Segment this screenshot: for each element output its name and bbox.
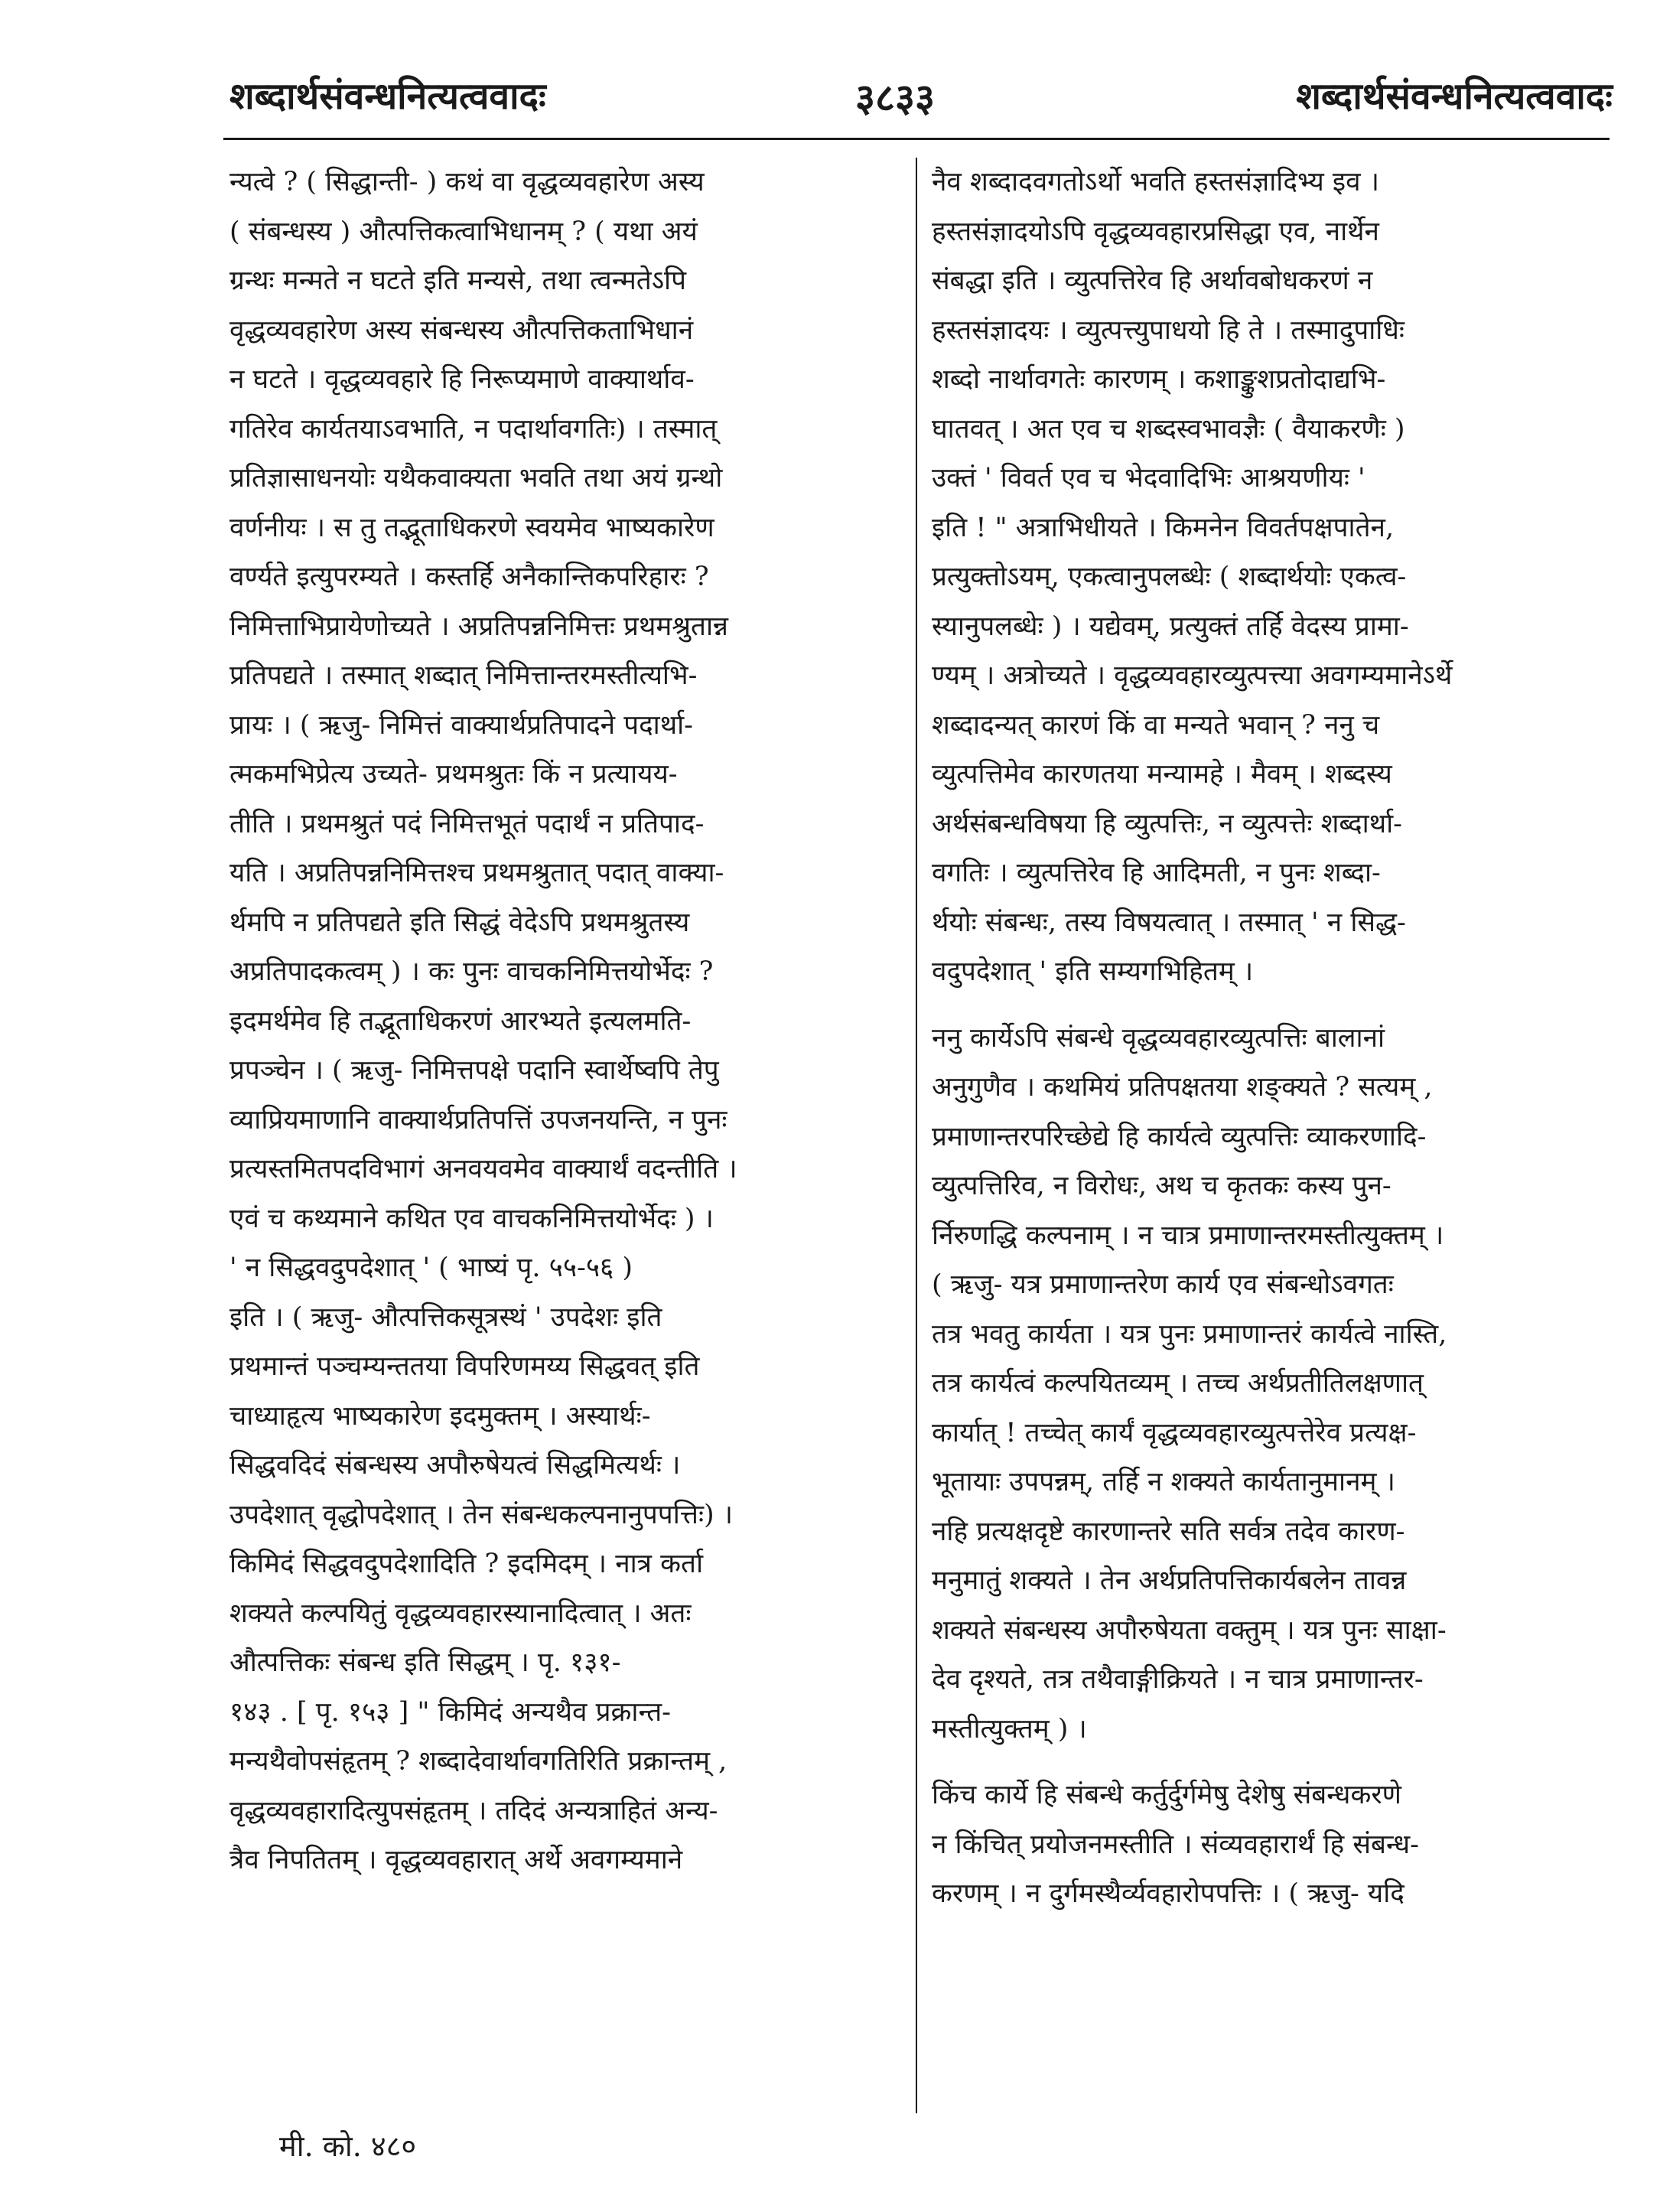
header-rule — [223, 138, 1610, 140]
text-line: र्निरुणद्धि कल्पनाम् । न चात्र प्रमाणान्तरमस्तीत्युक्तम् । — [932, 1220, 1444, 1251]
text-line: इति । ( ऋजु- औत्पत्तिकसूत्रस्थं ' उपदेशः इति — [229, 1301, 662, 1333]
text-line: एवं च कथ्यमाने कथित एव वाचकनिमित्तयोर्भेदः ) । — [229, 1203, 714, 1234]
text-line: नैव शब्दादवगतोऽर्थो भवति हस्तसंज्ञादिभ्य इव । — [932, 167, 1379, 197]
text-line: त्मकमभिप्रेत्य उच्यते- प्रथमश्रुतः किं न प्रत्यायय- — [229, 759, 678, 790]
text-line: ण्यम् । अत्रोच्यते । वृद्धव्यवहारव्युत्पत्त्या अवगम्यमानेऽर्थे — [932, 660, 1453, 691]
text-line: तीति । प्रथमश्रुतं पदं निमित्तभूतं पदार्थं न प्रतिपाद- — [229, 808, 705, 839]
left-column — [229, 158, 903, 1885]
text-line: इति ! " अत्राभिधीयते । किमनेन विवर्तपक्षपातेन, — [932, 512, 1395, 543]
text-line: उपदेशात् वृद्धोपदेशात् । तेन संबन्धकल्पनानुपपत्तिः) । — [229, 1499, 734, 1530]
text-line: किंच कार्ये हि संबन्धे कर्तुर्दुर्गमेषु देशेषु संबन्धकरणे — [932, 1780, 1401, 1810]
text-line: प्रायः । ( ऋजु- निमित्तं वाक्यार्थप्रतिपादने पदार्था- — [229, 709, 693, 741]
text-line: मस्तीत्युक्तम् ) । — [932, 1713, 1087, 1745]
text-line: व्याप्रियमाणानि वाक्यार्थप्रतिपत्तिं उपजनयन्ति, न पुनः — [229, 1104, 727, 1135]
text-line: उक्तं ' विवर्त एव च भेदवादिभिः आश्रयणीयः ' — [932, 463, 1365, 494]
text-line: प्रपञ्चेन । ( ऋजु- निमित्तपक्षे पदानि स्वार्थेष्वपि तेपु — [229, 1055, 719, 1086]
text-line: प्रतिज्ञासाधनयोः यथैकवाक्यता भवति तथा अयं ग्रन्थो — [229, 463, 723, 494]
text-line: प्रत्युक्तोऽयम्, एकत्वानुपलब्धेः ( शब्दार्थयोः एकत्व- — [932, 562, 1407, 592]
text-line: वगतिः । व्युत्पत्तिरेव हि आदिमती, न पुनः शब्दा- — [932, 858, 1381, 888]
text-line: शक्यते संबन्धस्य अपौरुषेयता वक्तुम् । यत्र पुनः साक्षा- — [932, 1614, 1447, 1646]
text-line: इदमर्थमेव हि तद्भूताधिकरणं आरभ्यते इत्यलमति- — [229, 1005, 692, 1037]
right-paragraph-2 — [932, 1014, 1605, 1754]
text-line: शक्यते कल्पयितुं वृद्धव्यवहारस्यानादित्वात् । अतः — [229, 1598, 692, 1629]
text-line: गतिरेव कार्यतयाऽवभाति, न पदार्थावगतिः) । तस्मात् — [229, 413, 718, 445]
text-line: प्रत्यस्तमितपदविभागं अनवयवमेव वाक्यार्थं वदन्तीति । — [229, 1154, 737, 1184]
text-line: र्थयोः संबन्धः, तस्य विषयत्वात् । तस्मात् ' न सिद्ध- — [932, 907, 1406, 938]
text-line: स्यानुपलब्धेः ) । यद्येवम्, प्रत्युक्तं तर्हि वेदस्य प्रामा- — [932, 611, 1409, 642]
text-line: यति । अप्रतिपन्ननिमित्तश्च प्रथमश्रुतात् पदात् वाक्या- — [229, 858, 724, 888]
text-line: औत्पत्तिकः संबन्ध इति सिद्धम् । पृ. १३१- — [229, 1647, 621, 1678]
text-line: तत्र भवतु कार्यता । यत्र पुनः प्रमाणान्तरं कार्यत्वे नास्ति, — [932, 1318, 1447, 1350]
text-line: अर्थसंबन्धविषया हि व्युत्पत्तिः, न व्युत्पत्तेः शब्दार्था- — [932, 808, 1402, 839]
text-line: वृद्धव्यवहारादित्युपसंहृतम् । तदिदं अन्यत्राहितं अन्य- — [229, 1795, 718, 1826]
page-number: ३८३३ — [855, 75, 935, 120]
footer-signature-mark: मी. को. ४८० — [279, 2129, 417, 2163]
text-line: वृद्धव्यवहारेण अस्य संबन्धस्य औत्पत्तिकताभिधानं — [229, 314, 694, 346]
text-line: हस्तसंज्ञादयोऽपि वृद्धव्यवहारप्रसिद्धा एव, नार्थेन — [932, 216, 1379, 247]
column-divider — [916, 158, 917, 2113]
text-line: चाध्याहृत्य भाष्यकारेण इदमुक्तम् । अस्यार्थः- — [229, 1400, 651, 1432]
text-line: प्रमाणान्तरपरिच्छेद्ये हि कार्यत्वे व्युत्पत्तिः व्याकरणादि- — [932, 1121, 1427, 1152]
text-line: नहि प्रत्यक्षदृष्टे कारणान्तरे सति सर्वत्र तदेव कारण- — [932, 1516, 1405, 1547]
right-column — [932, 158, 1605, 1919]
text-line: ननु कार्येऽपि संबन्धे वृद्धव्यवहारव्युत्पत्तिः बालानां — [932, 1022, 1385, 1054]
text-line: तत्र कार्यत्वं कल्पयितव्यम् । तच्च अर्थप्रतीतिलक्षणात् — [932, 1368, 1424, 1399]
text-line: ग्रन्थः मन्मते न घटते इति मन्यसे, तथा त्वन्मतेऽपि — [229, 266, 686, 296]
text-line: र्थमपि न प्रतिपद्यते इति सिद्धं वेदेऽपि प्रथमश्रुतस्य — [229, 907, 690, 938]
text-line: देव दृश्यते, तत्र तथैवाङ्गीक्रियते । न चात्र प्रमाणान्तर- — [932, 1664, 1424, 1695]
text-line: प्रतिपद्यते । तस्मात् शब्दात् निमित्तान्तरमस्तीत्यभि- — [229, 660, 698, 691]
text-line: व्युत्पत्तिरिव, न विरोधः, अथ च कृतकः कस्य पुन- — [932, 1171, 1391, 1201]
text-line: मन्यथैवोपसंहृतम् ? शब्दादेवार्थावगतिरिति प्रक्रान्तम् , — [229, 1746, 727, 1777]
right-paragraph-3 — [932, 1771, 1605, 1919]
right-paragraph-1 — [932, 158, 1605, 997]
text-line: ' न सिद्धवदुपदेशात् ' ( भाष्यं पृ. ५५-५६ ) — [229, 1253, 633, 1283]
text-line: भूतायाः उपपन्नम्, तर्हि न शक्यते कार्यतानुमानम् । — [932, 1467, 1395, 1497]
text-line: न किंचित् प्रयोजनमस्तीति । संव्यवहारार्थं हि संबन्ध- — [932, 1829, 1420, 1860]
text-line: व्युत्पत्तिमेव कारणतया मन्यामहे । मैवम् । शब्दस्य — [932, 759, 1392, 790]
text-line: त्रैव निपतितम् । वृद्धव्यवहारात् अर्थे अवगम्यमाने — [229, 1845, 683, 1875]
text-line: शब्दो नार्थावगतेः कारणम् । कशाङ्कुशप्रतोदाद्यभि- — [932, 364, 1386, 395]
text-line: किमिदं सिद्धवदुपदेशादिति ? इदमिदम् । नात्र कर्ता — [229, 1549, 704, 1579]
running-head-left: शब्दार्थसंवन्धनित्यत्ववादः — [229, 75, 546, 118]
text-line: ( संबन्धस्य ) औत्पत्तिकत्वाभिधानम् ? ( यथा अयं — [229, 216, 698, 247]
text-line: १४३ . [ पृ. १५३ ] " किमिदं अन्यथैव प्रक्रान्त- — [229, 1696, 672, 1728]
text-line: घातवत् । अत एव च शब्दस्वभावज्ञैः ( वैयाकरणैः ) — [932, 413, 1405, 445]
text-line: अप्रतिपादकत्वम् ) । कः पुनः वाचकनिमित्तयोर्भेदः ? — [229, 956, 714, 987]
text-line: प्रथमान्तं पञ्चम्यन्ततया विपरिणमय्य सिद्धवत् इति — [229, 1351, 700, 1382]
text-line: कार्यात् ! तच्चेत् कार्यं वृद्धव्यवहारव्युत्पत्तेरेव प्रत्यक्ष- — [932, 1417, 1417, 1448]
text-line: करणम् । न दुर्गमस्थैर्व्यवहारोपपत्तिः । ( ऋजु- यदि — [932, 1878, 1404, 1909]
running-head-right: शब्दार्थसंवन्धनित्यत्ववादः — [1296, 75, 1613, 118]
text-line: अनुगुणैव । कथमियं प्रतिपक्षतया शङ्क्यते ? सत्यम् , — [932, 1072, 1433, 1103]
text-line: न घटते । वृद्धव्यवहारे हि निरूप्यमाणे वाक्यार्थाव- — [229, 364, 695, 395]
text-line: वर्ण्यते इत्युपरम्यते । कस्तर्हि अनैकान्तिकपरिहारः ? — [229, 562, 709, 592]
text-line: शब्दादन्यत् कारणं किं वा मन्यते भवान् ? ननु च — [932, 709, 1380, 741]
text-line: मनुमातुं शक्यते । तेन अर्थप्रतिपत्तिकार्यबलेन तावन्न — [932, 1565, 1407, 1596]
text-line: निमित्ताभिप्रायेणोच्यते । अप्रतिपन्ननिमित्तः प्रथमश्रुतान्न — [229, 611, 729, 642]
text-line: सिद्धवदिदं संबन्धस्य अपौरुषेयत्वं सिद्धमित्यर्थः । — [229, 1450, 681, 1481]
text-line: ( ऋजु- यत्र प्रमाणान्तरेण कार्य एव संबन्धोऽवगतः — [932, 1269, 1394, 1300]
text-line: वदुपदेशात् ' इति सम्यगभिहितम् । — [932, 956, 1254, 987]
text-line: संबद्धा इति । व्युत्पत्तिरेव हि अर्थावबोधकरणं न — [932, 266, 1373, 296]
text-line: हस्तसंज्ञादयः । व्युत्पत्त्युपाधयो हि ते । तस्मादुपाधिः — [932, 314, 1404, 346]
text-line: वर्णनीयः । स तु तद्भूताधिकरणे स्वयमेव भाष्यकारेण — [229, 512, 714, 543]
text-line: न्यत्वे ? ( सिद्धान्ती- ) कथं वा वृद्धव्यवहारेण अस्य — [229, 167, 705, 197]
